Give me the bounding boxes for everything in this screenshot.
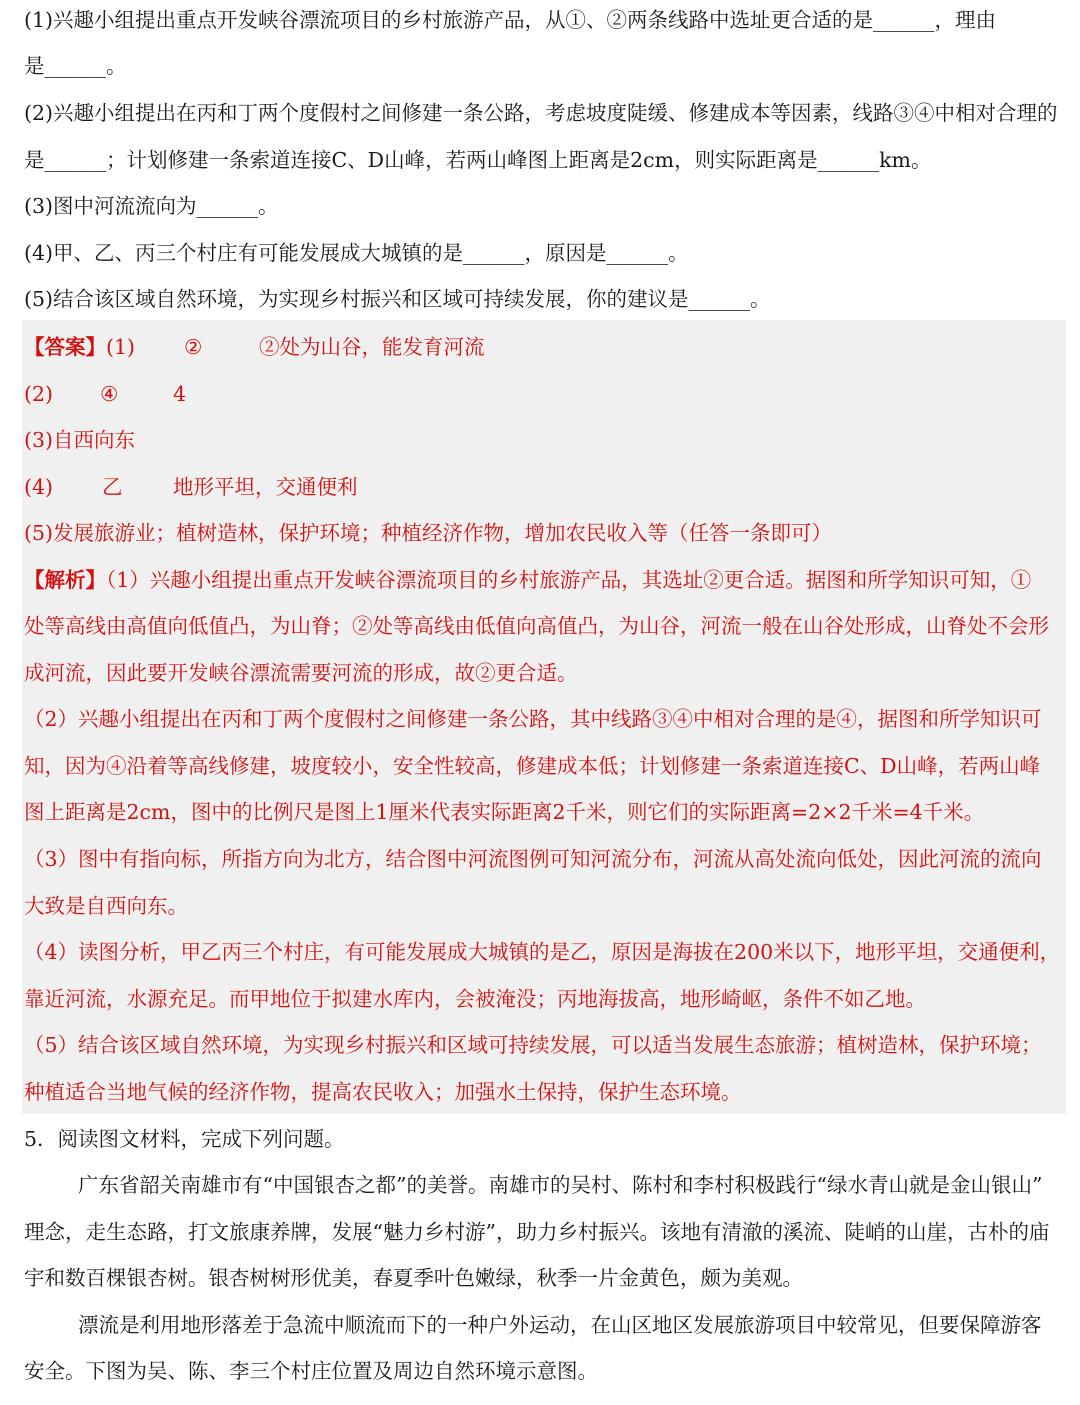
answer-1-number: (1) [106, 335, 136, 359]
answer-row-5: (5)发展旅游业；植树造林，保护环境；种植经济作物，增加农民收入等（任答一条即可） [24, 521, 833, 545]
question-3: (3)图中河流流向为______。 [24, 194, 279, 218]
question-4: (4)甲、乙、丙三个村庄有可能发展成大城镇的是______，原因是______。 [24, 241, 689, 265]
answer-1-reason: ②处为山谷，能发育河流 [259, 335, 485, 359]
analysis-label: 【解析】 [24, 568, 106, 592]
analysis-line: 成河流，因此要开发峡谷漂流需要河流的形成，故②更合适。 [24, 661, 578, 685]
answer-row-1 [24, 333, 1066, 361]
analysis-line: （4）读图分析，甲乙丙三个村庄，有可能发展成大城镇的是乙，原因是海拔在200米以下，地形平坦，交通便利， [24, 940, 1061, 964]
answer-row-3: (3)自西向东 [24, 428, 136, 452]
analysis-text: （1）兴趣小组提出重点开发峡谷漂流项目的乡村旅游产品，其选址②更合适。据图和所学知识可知，① [106, 568, 1032, 592]
analysis-line: 知，因为④沿着等高线修建，坡度较小，安全性较高，修建成本低；计划修建一条索道连接C、D山峰，若两山峰 [24, 754, 1041, 778]
analysis-line: 图上距离是2cm，图中的比例尺是图上1厘米代表实际距离2千米，则它们的实际距离=2×2千米=4千米。 [24, 800, 985, 824]
question-5-paragraph-1-line: 广东省韶关南雄市有“中国银杏之都”的美誉。南雄市的吴村、陈村和李村积极践行“绿水青山就是金山银山” [78, 1173, 1043, 1197]
answer-2-distance: 4 [173, 382, 187, 406]
question-2-line-2: 是______；计划修建一条索道连接C、D山峰，若两山峰图上距离是2cm，则实际距离是______km。 [24, 148, 932, 172]
answer-4-choice: 乙 [102, 475, 123, 499]
answer-2-choice: ④ [100, 382, 119, 406]
answer-4-reason: 地形平坦，交通便利 [173, 475, 358, 499]
question-5-paragraph-2-line: 漂流是利用地形落差于急流中顺流而下的一种户外运动，在山区地区发展旅游项目中较常见，但要保障游客 [78, 1313, 1042, 1337]
answer-2-number: (2) [24, 382, 54, 406]
answer-row-4 [24, 473, 1066, 501]
question-1-line-1: (1)兴趣小组提出重点开发峡谷漂流项目的乡村旅游产品，从①、②两条线路中选址更合适的是______，理由 [24, 8, 997, 32]
analysis-line: 种植适合当地气候的经济作物，提高农民收入；加强水土保持，保护生态环境。 [24, 1080, 742, 1104]
analysis-line: （2）兴趣小组提出在丙和丁两个度假村之间修建一条公路，其中线路③④中相对合理的是④，据图和所学知识可 [24, 707, 1042, 731]
answer-label: 【答案】 [24, 335, 106, 359]
question-5-heading: 5．阅读图文材料，完成下列问题。 [24, 1127, 345, 1151]
question-5: (5)结合该区域自然环境，为实现乡村振兴和区域可持续发展，你的建议是______。 [24, 287, 771, 311]
analysis-line: 处等高线由高值向低值凸，为山脊；②处等高线由低值向高值凸，为山谷，河流一般在山谷处形成，山脊处不会形 [24, 614, 1049, 638]
answer-row-2 [24, 380, 1066, 408]
question-5-paragraph-1-line: 宇和数百棵银杏树。银杏树树形优美，春夏季叶色嫩绿，秋季一片金黄色，颇为美观。 [24, 1266, 803, 1290]
answer-4-number: (4) [24, 475, 54, 499]
question-2-line-1: (2)兴趣小组提出在丙和丁两个度假村之间修建一条公路，考虑坡度陡缓、修建成本等因素，线路③④中相对合理的 [24, 101, 1058, 125]
answer-1-choice: ② [184, 335, 203, 359]
question-5-paragraph-2-line: 安全。下图为吴、陈、李三个村庄位置及周边自然环境示意图。 [24, 1359, 598, 1383]
question-5-paragraph-1-line: 理念，走生态路，打文旅康养牌，发展“魅力乡村游”，助力乡村振兴。该地有清澈的溪流、陡峭的山崖，古朴的庙 [24, 1220, 1050, 1244]
analysis-line: 大致是自西向东。 [24, 894, 188, 918]
analysis-line-1 [24, 566, 1066, 594]
analysis-line: （3）图中有指向标，所指方向为北方，结合图中河流图例可知河流分布，河流从高处流向低处，因此河流的流向 [24, 847, 1042, 871]
analysis-line: （5）结合该区域自然环境，为实现乡村振兴和区域可持续发展，可以适当发展生态旅游；植树造林，保护环境； [24, 1033, 1042, 1057]
question-1-line-2: 是______。 [24, 54, 127, 78]
analysis-line: 靠近河流，水源充足。而甲地位于拟建水库内，会被淹没；丙地海拔高，地形崎岖，条件不如乙地。 [24, 987, 926, 1011]
